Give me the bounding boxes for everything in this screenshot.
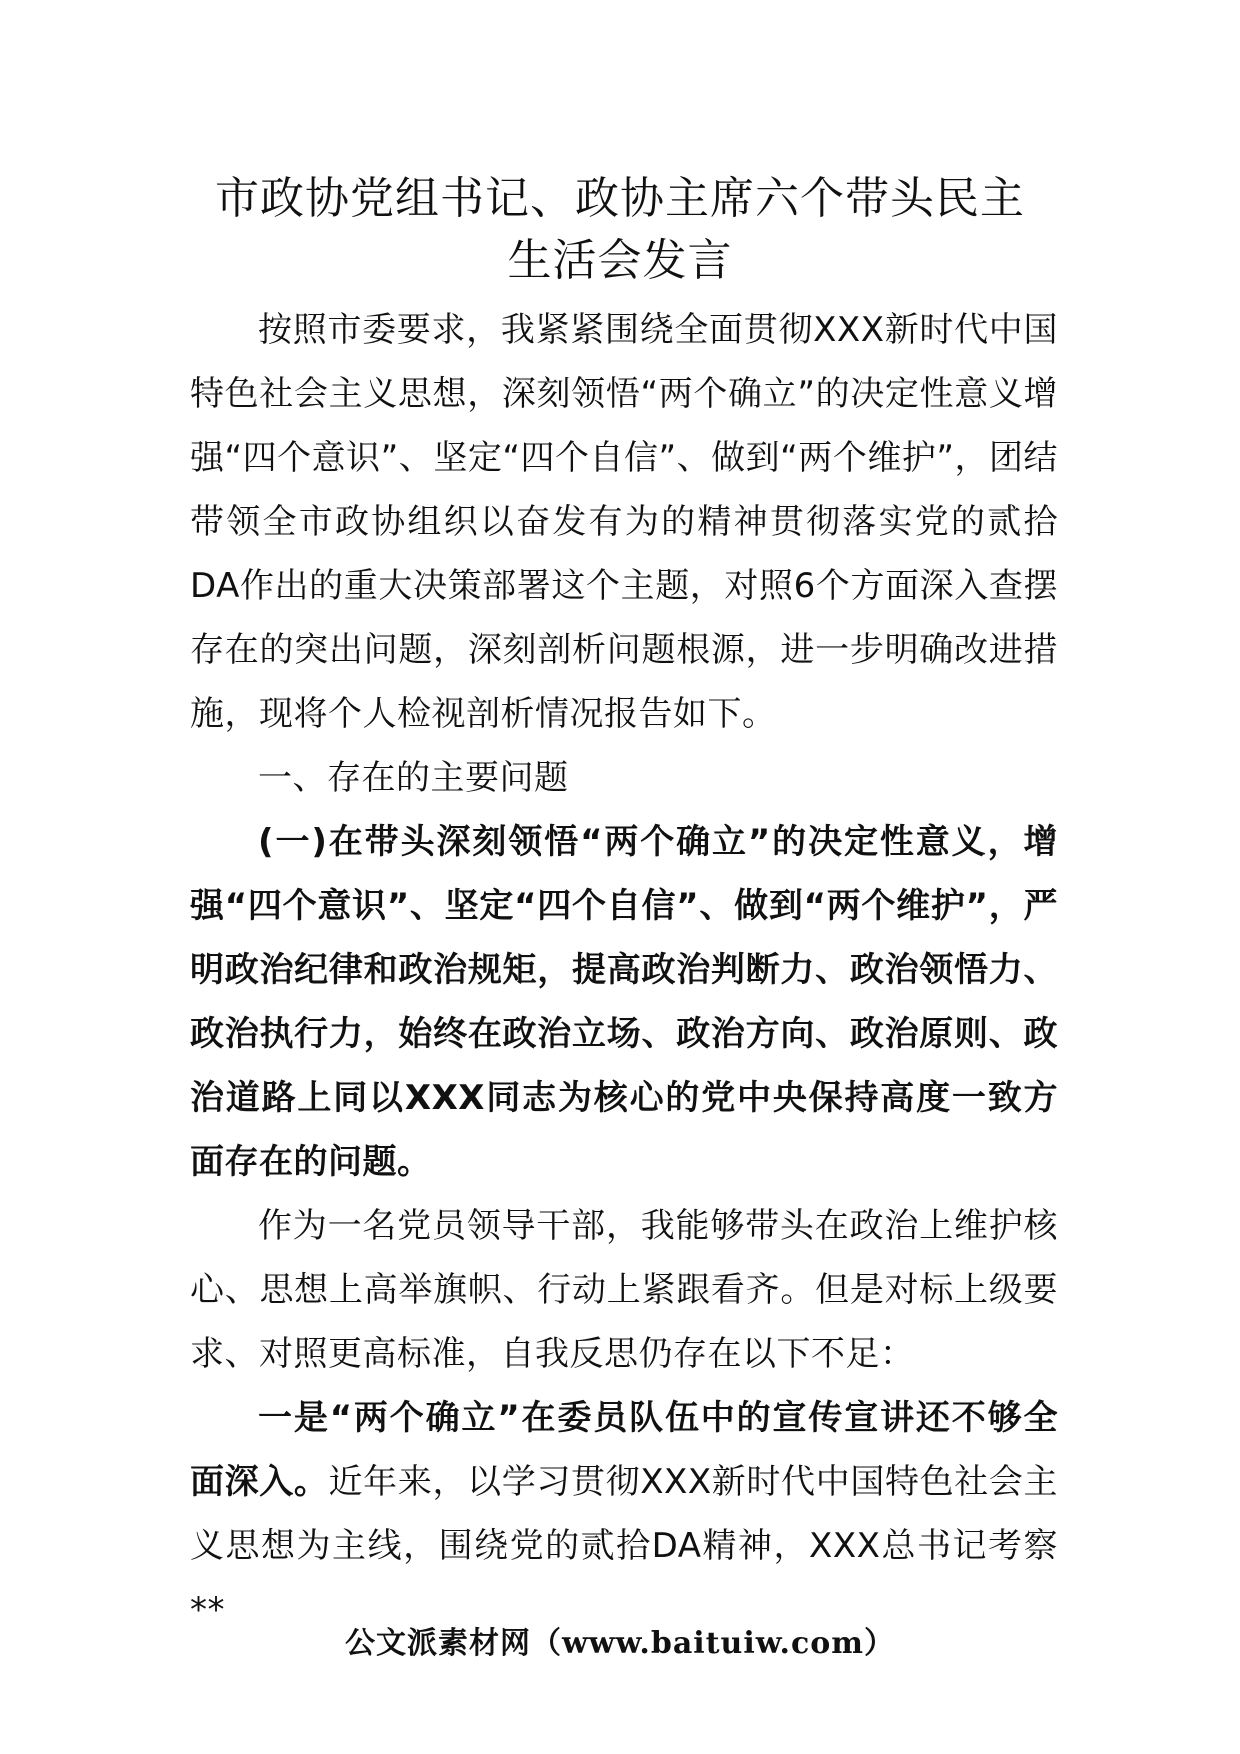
point-paragraph	[190, 1386, 1058, 1642]
footer-watermark: 公文派素材网（www.baituiw.com）	[344, 1626, 896, 1661]
point-text: 近年来，以学习贯彻XXX新时代中国特色社会主义思想为主线，围绕党的贰拾DA精神，XXX总书记考察**	[190, 1462, 1059, 1630]
intro-paragraph: 按照市委要求，我紧紧围绕全面贯彻XXX新时代中国特色社会主义思想，深刻领悟“两个确立”的决定性意义增强“四个意识”、坚定“四个自信”、做到“两个维护”，团结带领全市政协组织以奋发有为的精神贯彻落实党的贰拾DA作出的重大决策部署这个主题，对照6个方面深入查摆存在的突出问题，深刻剖析问题根源，进一步明确改进措施，现将个人检视剖析情况报告如下。	[190, 310, 1058, 734]
title-line-1: 市政协党组书记、政协主席六个带头民主	[215, 173, 1025, 224]
document-title	[150, 168, 1090, 292]
subsection-heading: (一)在带头深刻领悟“两个确立”的决定性意义，增强“四个意识”、坚定“四个自信”、做到“两个维护”，严明政治纪律和政治规矩，提高政治判断力、政治领悟力、政治执行力，始终在政治立场、政治方向、政治原则、政治道路上同以XXX同志为核心的党中央保持高度一致方面存在的问题。	[190, 822, 1058, 1182]
title-line-2: 生活会发言	[507, 235, 733, 286]
body-paragraph: 作为一名党员领导干部，我能够带头在政治上维护核心、思想上高举旗帜、行动上紧跟看齐。但是对标上级要求、对照更高标准，自我反思仍存在以下不足：	[190, 1206, 1058, 1374]
document-body	[190, 298, 1058, 1642]
point-lead: 一是“两个确立”在委员队伍中的宣传宣讲还不够全面深入。	[190, 1398, 1058, 1502]
section-heading: 一、存在的主要问题	[258, 758, 569, 798]
